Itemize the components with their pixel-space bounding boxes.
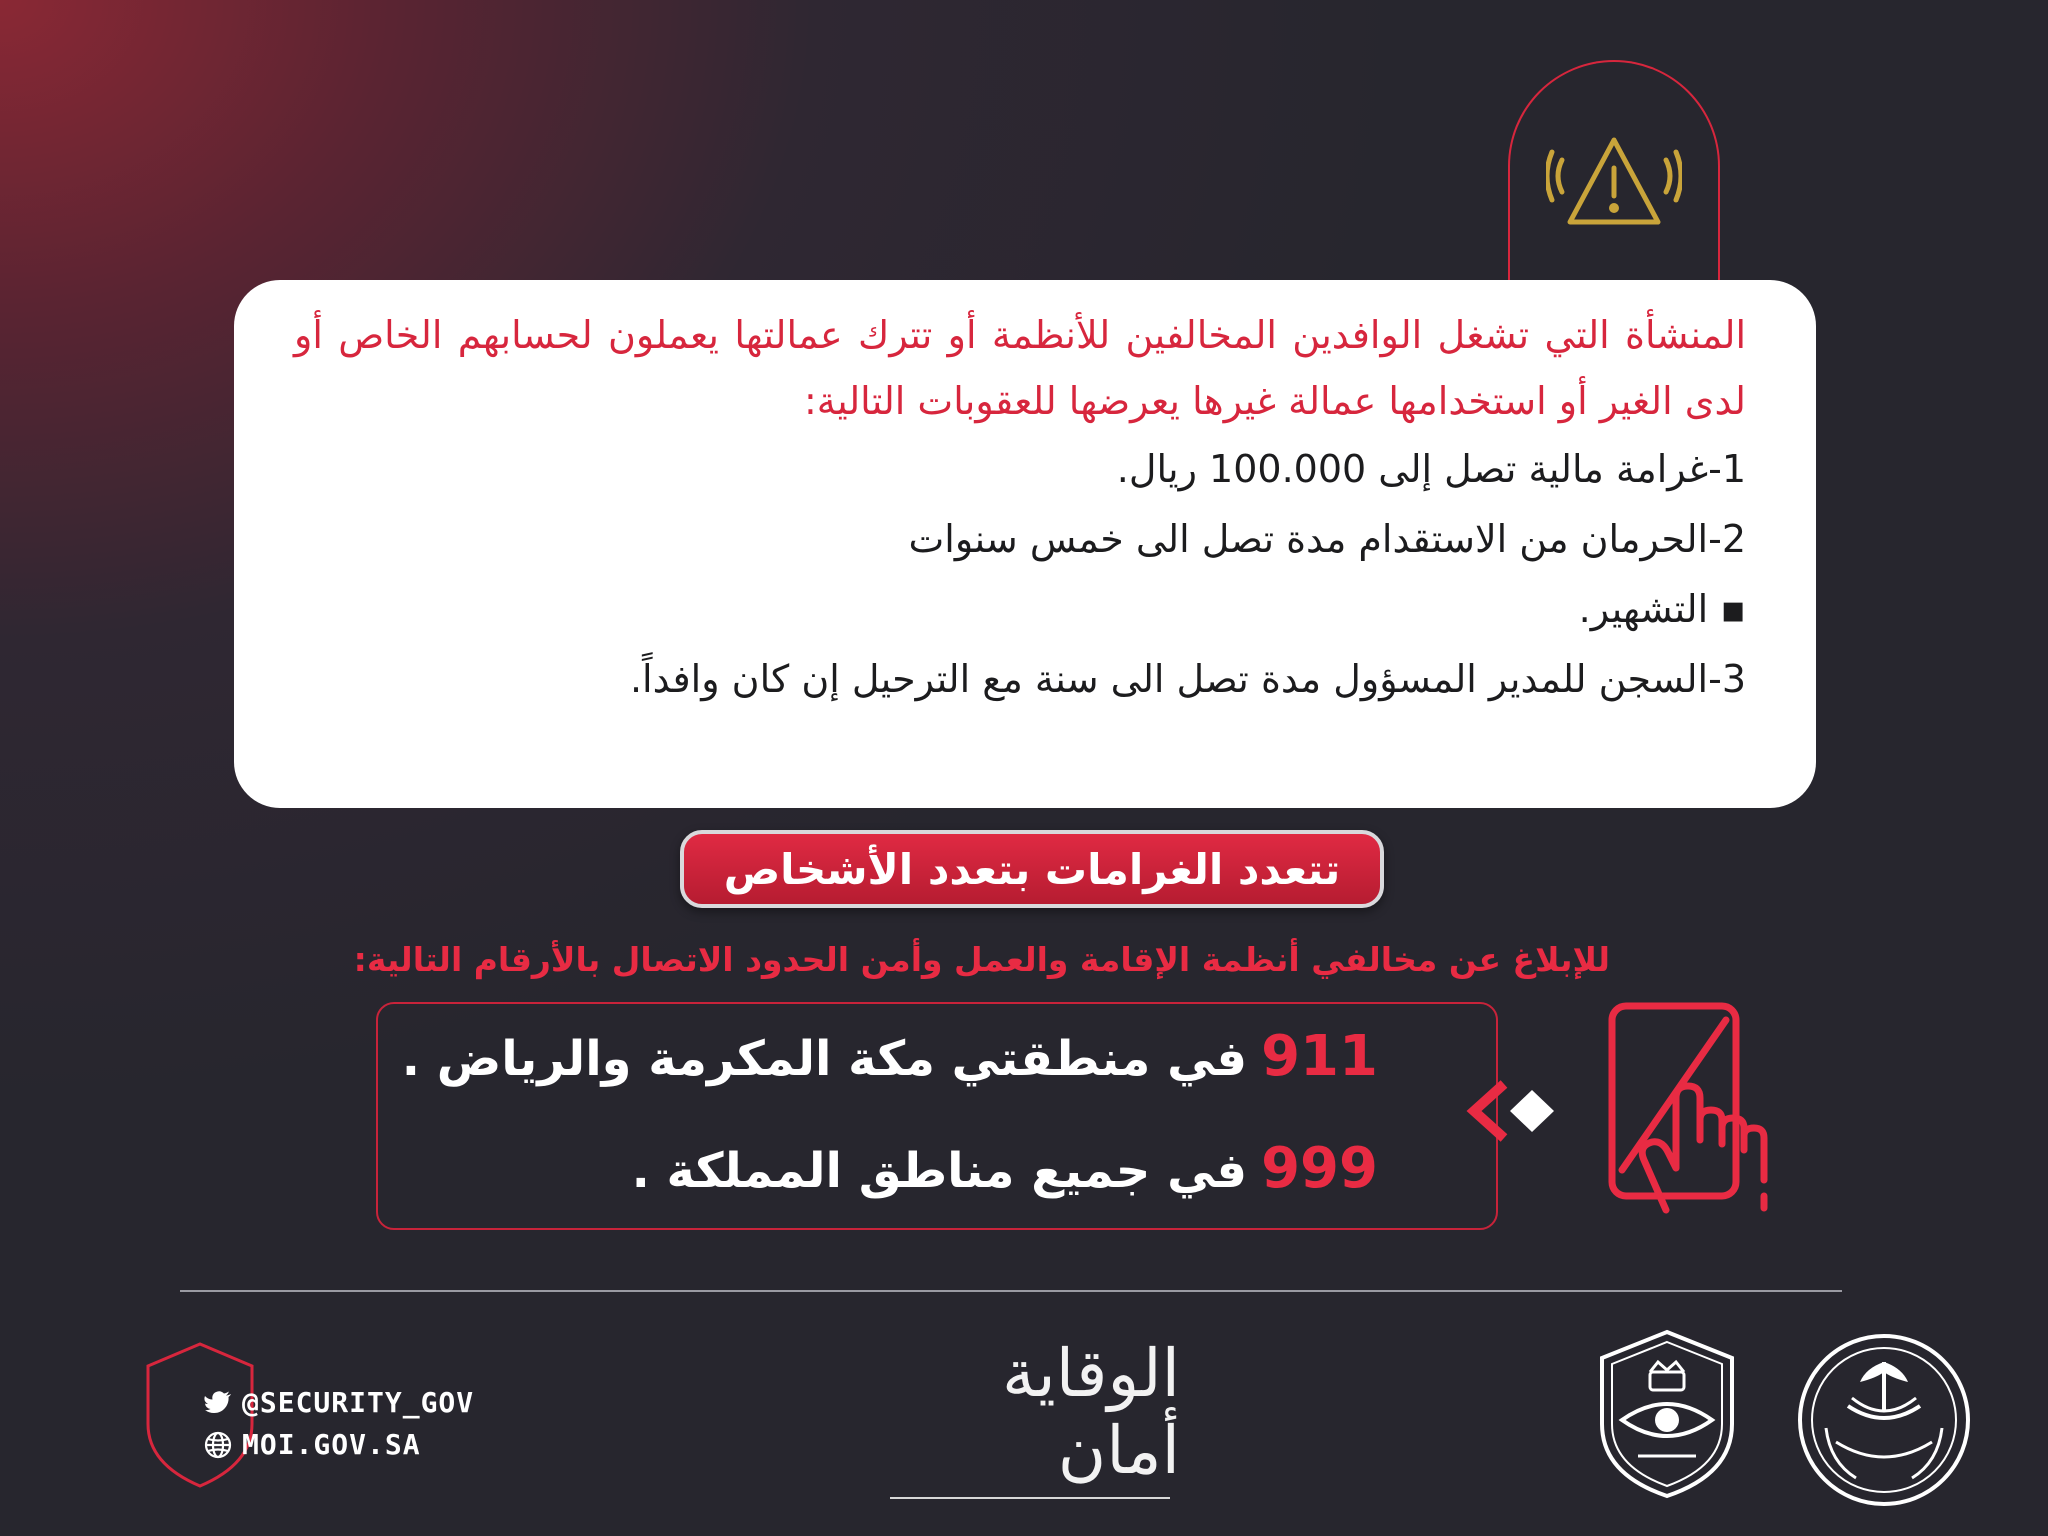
ministry-of-interior-emblem: [1796, 1332, 1972, 1508]
website-row[interactable]: [204, 1428, 421, 1461]
phone-tap-icon: [1604, 1000, 1784, 1218]
report-heading: للإبلاغ عن مخالفي أنظمة الإقامة والعمل وأمن الحدود الاتصال بالأرقام التالية:: [353, 940, 1610, 979]
website-url: MOI.GOV.SA: [242, 1428, 421, 1461]
penalty-item-2: 2-الحرمان من الاستقدام مدة تصل الى خمس سنوات: [908, 517, 1746, 561]
twitter-handle-row[interactable]: [204, 1386, 474, 1419]
phone-number-911[interactable]: 911: [1261, 1024, 1378, 1089]
penalties-card: [234, 280, 1816, 808]
card-intro-text: المنشأة التي تشغل الوافدين المخالفين للأنظمة أو تترك عمالتها يعملون لحسابهم الخاص أو لدى الغير أو استخدامها عمالة غيرها يعرضها للعقوبات التالية:: [294, 313, 1746, 423]
slogan-text: الوقاية أمان: [1002, 1335, 1180, 1489]
public-security-emblem: [1592, 1328, 1742, 1500]
globe-icon: [204, 1431, 232, 1459]
penalty-item-1: 1-غرامة مالية تصل إلى 100.000 ريال.: [1116, 447, 1746, 491]
twitter-handle: @SECURITY_GOV: [242, 1386, 475, 1419]
contact-numbers-box: [376, 1002, 1498, 1230]
footer-divider: [180, 1290, 1842, 1292]
twitter-icon: [204, 1391, 232, 1415]
phone-row-911: [402, 1024, 1378, 1089]
penalty-item-3: 3-السجن للمدير المسؤول مدة تصل الى سنة مع الترحيل إن كان وافداً.: [629, 657, 1746, 701]
slogan-logo: [880, 1334, 1180, 1500]
slogan-underline: [890, 1497, 1170, 1499]
phone-number-999[interactable]: 999: [1261, 1136, 1378, 1201]
penalty-item-defamation: ▪ التشهير.: [1578, 587, 1746, 631]
phone-row-999-text: في جميع مناطق المملكة .: [631, 1143, 1248, 1199]
chevron-left-icon: [1466, 1076, 1562, 1146]
phone-row-999: [632, 1136, 1378, 1201]
phone-row-911-text: في منطقتي مكة المكرمة والرياض .: [401, 1031, 1248, 1087]
warning-icon: [1546, 122, 1682, 246]
fines-banner: تتعدد الغرامات بتعدد الأشخاص: [680, 830, 1384, 908]
